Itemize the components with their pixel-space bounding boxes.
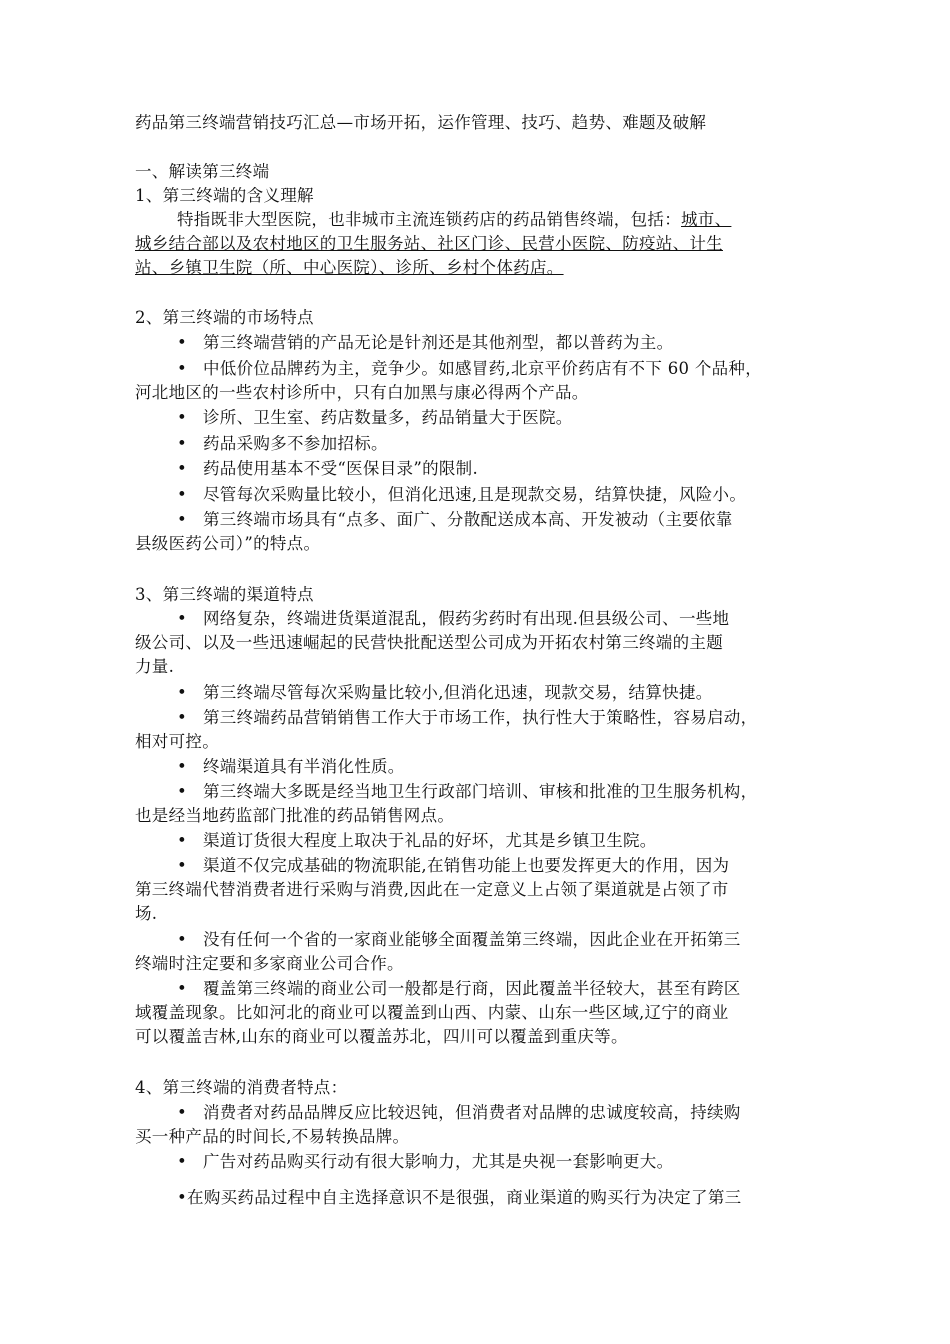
list-item: •在购买药品过程中自主选择意识不是很强，商业渠道的购买行为决定了第三: [177, 1188, 742, 1207]
definition-underlined-text: 城市、: [681, 210, 732, 229]
document-title: 药品第三终端营销技巧汇总—市场开拓，运作管理、技巧、趋势、难题及破解: [135, 113, 707, 132]
bullet-icon: •: [177, 359, 188, 378]
list-item: [177, 977, 741, 1001]
list-item: [177, 755, 405, 779]
bullet-icon: •: [177, 459, 188, 478]
list-item-text: 第三终端尽管每次采购量比较小,但消化迅速，现款交易，结算快捷。: [203, 683, 713, 702]
list-item: [177, 508, 733, 532]
list-item: [177, 406, 573, 430]
list-item: [177, 457, 478, 481]
list-item: [177, 331, 673, 355]
list-item: [177, 1101, 741, 1125]
list-item-text: 药品使用基本不受“医保目录”的限制.: [203, 459, 479, 478]
bullet-icon: •: [177, 1103, 188, 1122]
list-item-text: 第三终端药品营销销售工作大于市场工作，执行性大于策略性，容易启动，: [203, 708, 758, 727]
list-item-text: 第三终端市场具有“点多、面广、分散配送成本高、开发被动（主要依靠: [203, 510, 733, 529]
list-item-continuation: 终端时注定要和多家商业公司合作。: [135, 954, 404, 973]
list-item-text: 中低价位品牌药为主，竞争少。如感冒药,北京平价药店有不下 60 个品种，: [203, 359, 763, 378]
section-4-heading: 4、第三终端的消费者特点：: [135, 1078, 348, 1097]
list-item-text: 覆盖第三终端的商业公司一般都是行商，因此覆盖半径较大，甚至有跨区: [203, 979, 741, 998]
list-item: [177, 928, 741, 952]
list-item-text: 诊所、卫生室、药店数量多，药品销量大于医院。: [203, 408, 573, 427]
list-item-text: 消费者对药品品牌反应比较迟钝，但消费者对品牌的忠诚度较高，持续购: [203, 1103, 741, 1122]
list-item-continuation: 相对可控。: [135, 732, 219, 751]
list-item: [177, 483, 746, 507]
bullet-icon: •: [177, 782, 188, 801]
subsection-1-heading: 1、第三终端的含义理解: [135, 186, 314, 205]
bullet-icon: •: [177, 683, 188, 702]
list-item: [177, 706, 757, 730]
list-item-continuation: 力量.: [135, 657, 175, 676]
definition-paragraph-line: 站、乡镇卫生院（所、中心医院）、诊所、乡村个体药店。: [135, 258, 564, 277]
list-item-text: 渠道订货很大程度上取决于礼品的好坏，尤其是乡镇卫生院。: [203, 831, 657, 850]
bullet-icon: •: [177, 408, 188, 427]
bullet-icon: •: [177, 831, 188, 850]
list-item-continuation: 县级医药公司）”的特点。: [135, 534, 321, 553]
section-3-heading: 3、第三终端的渠道特点: [135, 585, 314, 604]
list-item: [177, 780, 757, 804]
list-item-text: 第三终端营销的产品无论是针剂还是其他剂型，都以普药为主。: [203, 333, 674, 352]
definition-paragraph-line: 城乡结合部以及农村地区的卫生服务站、社区门诊、民营小医院、防疫站、计生: [135, 234, 723, 253]
bullet-icon: •: [177, 510, 188, 529]
definition-paragraph-line: [177, 208, 731, 232]
bullet-icon: •: [177, 333, 188, 352]
list-item-continuation: 第三终端代替消费者进行采购与消费,因此在一定意义上占领了渠道就是占领了市: [135, 880, 729, 899]
definition-text: 特指既非大型医院，也非城市主流连锁药店的药品销售终端，包括：: [177, 210, 681, 229]
list-item-text: 第三终端大多既是经当地卫生行政部门培训、审核和批准的卫生服务机构，: [203, 782, 758, 801]
list-item: [177, 681, 713, 705]
section-2-heading: 2、第三终端的市场特点: [135, 308, 314, 327]
list-item-text: 网络复杂，终端进货渠道混乱，假药劣药时有出现.但县级公司、一些地: [203, 609, 730, 628]
bullet-icon: •: [177, 930, 188, 949]
list-item-text: 广告对药品购买行动有很大影响力，尤其是央视一套影响更大。: [203, 1152, 674, 1171]
list-item-text: 尽管每次采购量比较小，但消化迅速,且是现款交易，结算快捷，风险小。: [203, 485, 747, 504]
list-item: [177, 357, 762, 381]
list-item-text: 没有任何一个省的一家商业能够全面覆盖第三终端，因此企业在开拓第三: [203, 930, 741, 949]
section-1-heading: 一、解读第三终端: [135, 162, 270, 181]
list-item-continuation: 域覆盖现象。比如河北的商业可以覆盖到山西、内蒙、山东一些区域,辽宁的商业: [135, 1003, 729, 1022]
bullet-icon: •: [177, 708, 188, 727]
list-item: [177, 607, 729, 631]
list-item-text: 渠道不仅完成基础的物流职能,在销售功能上也要发挥更大的作用，因为: [203, 856, 730, 875]
list-item-continuation: 级公司、以及一些迅速崛起的民营快批配送型公司成为开拓农村第三终端的主题: [135, 633, 723, 652]
list-item-continuation: 可以覆盖吉林,山东的商业可以覆盖苏北，四川可以覆盖到重庆等。: [135, 1027, 628, 1046]
list-item: [177, 829, 657, 853]
list-item-text: 药品采购多不参加招标。: [203, 434, 388, 453]
list-item-continuation: 买一种产品的时间长,不易转换品牌。: [135, 1127, 410, 1146]
bullet-icon: •: [177, 609, 188, 628]
list-item-continuation: 场.: [135, 904, 158, 923]
bullet-icon: •: [177, 979, 188, 998]
list-item-text: 终端渠道具有半消化性质。: [203, 757, 405, 776]
list-item-continuation: 也是经当地药监部门批准的药品销售网点。: [135, 806, 455, 825]
bullet-icon: •: [177, 1152, 188, 1171]
bullet-icon: •: [177, 856, 188, 875]
list-item: [177, 854, 729, 878]
bullet-icon: •: [177, 757, 188, 776]
list-item: [177, 1150, 673, 1174]
bullet-icon: •: [177, 434, 188, 453]
list-item-continuation: 河北地区的一些农村诊所中，只有白加黑与康必得两个产品。: [135, 383, 589, 402]
bullet-icon: •: [177, 485, 188, 504]
list-item: [177, 432, 388, 456]
